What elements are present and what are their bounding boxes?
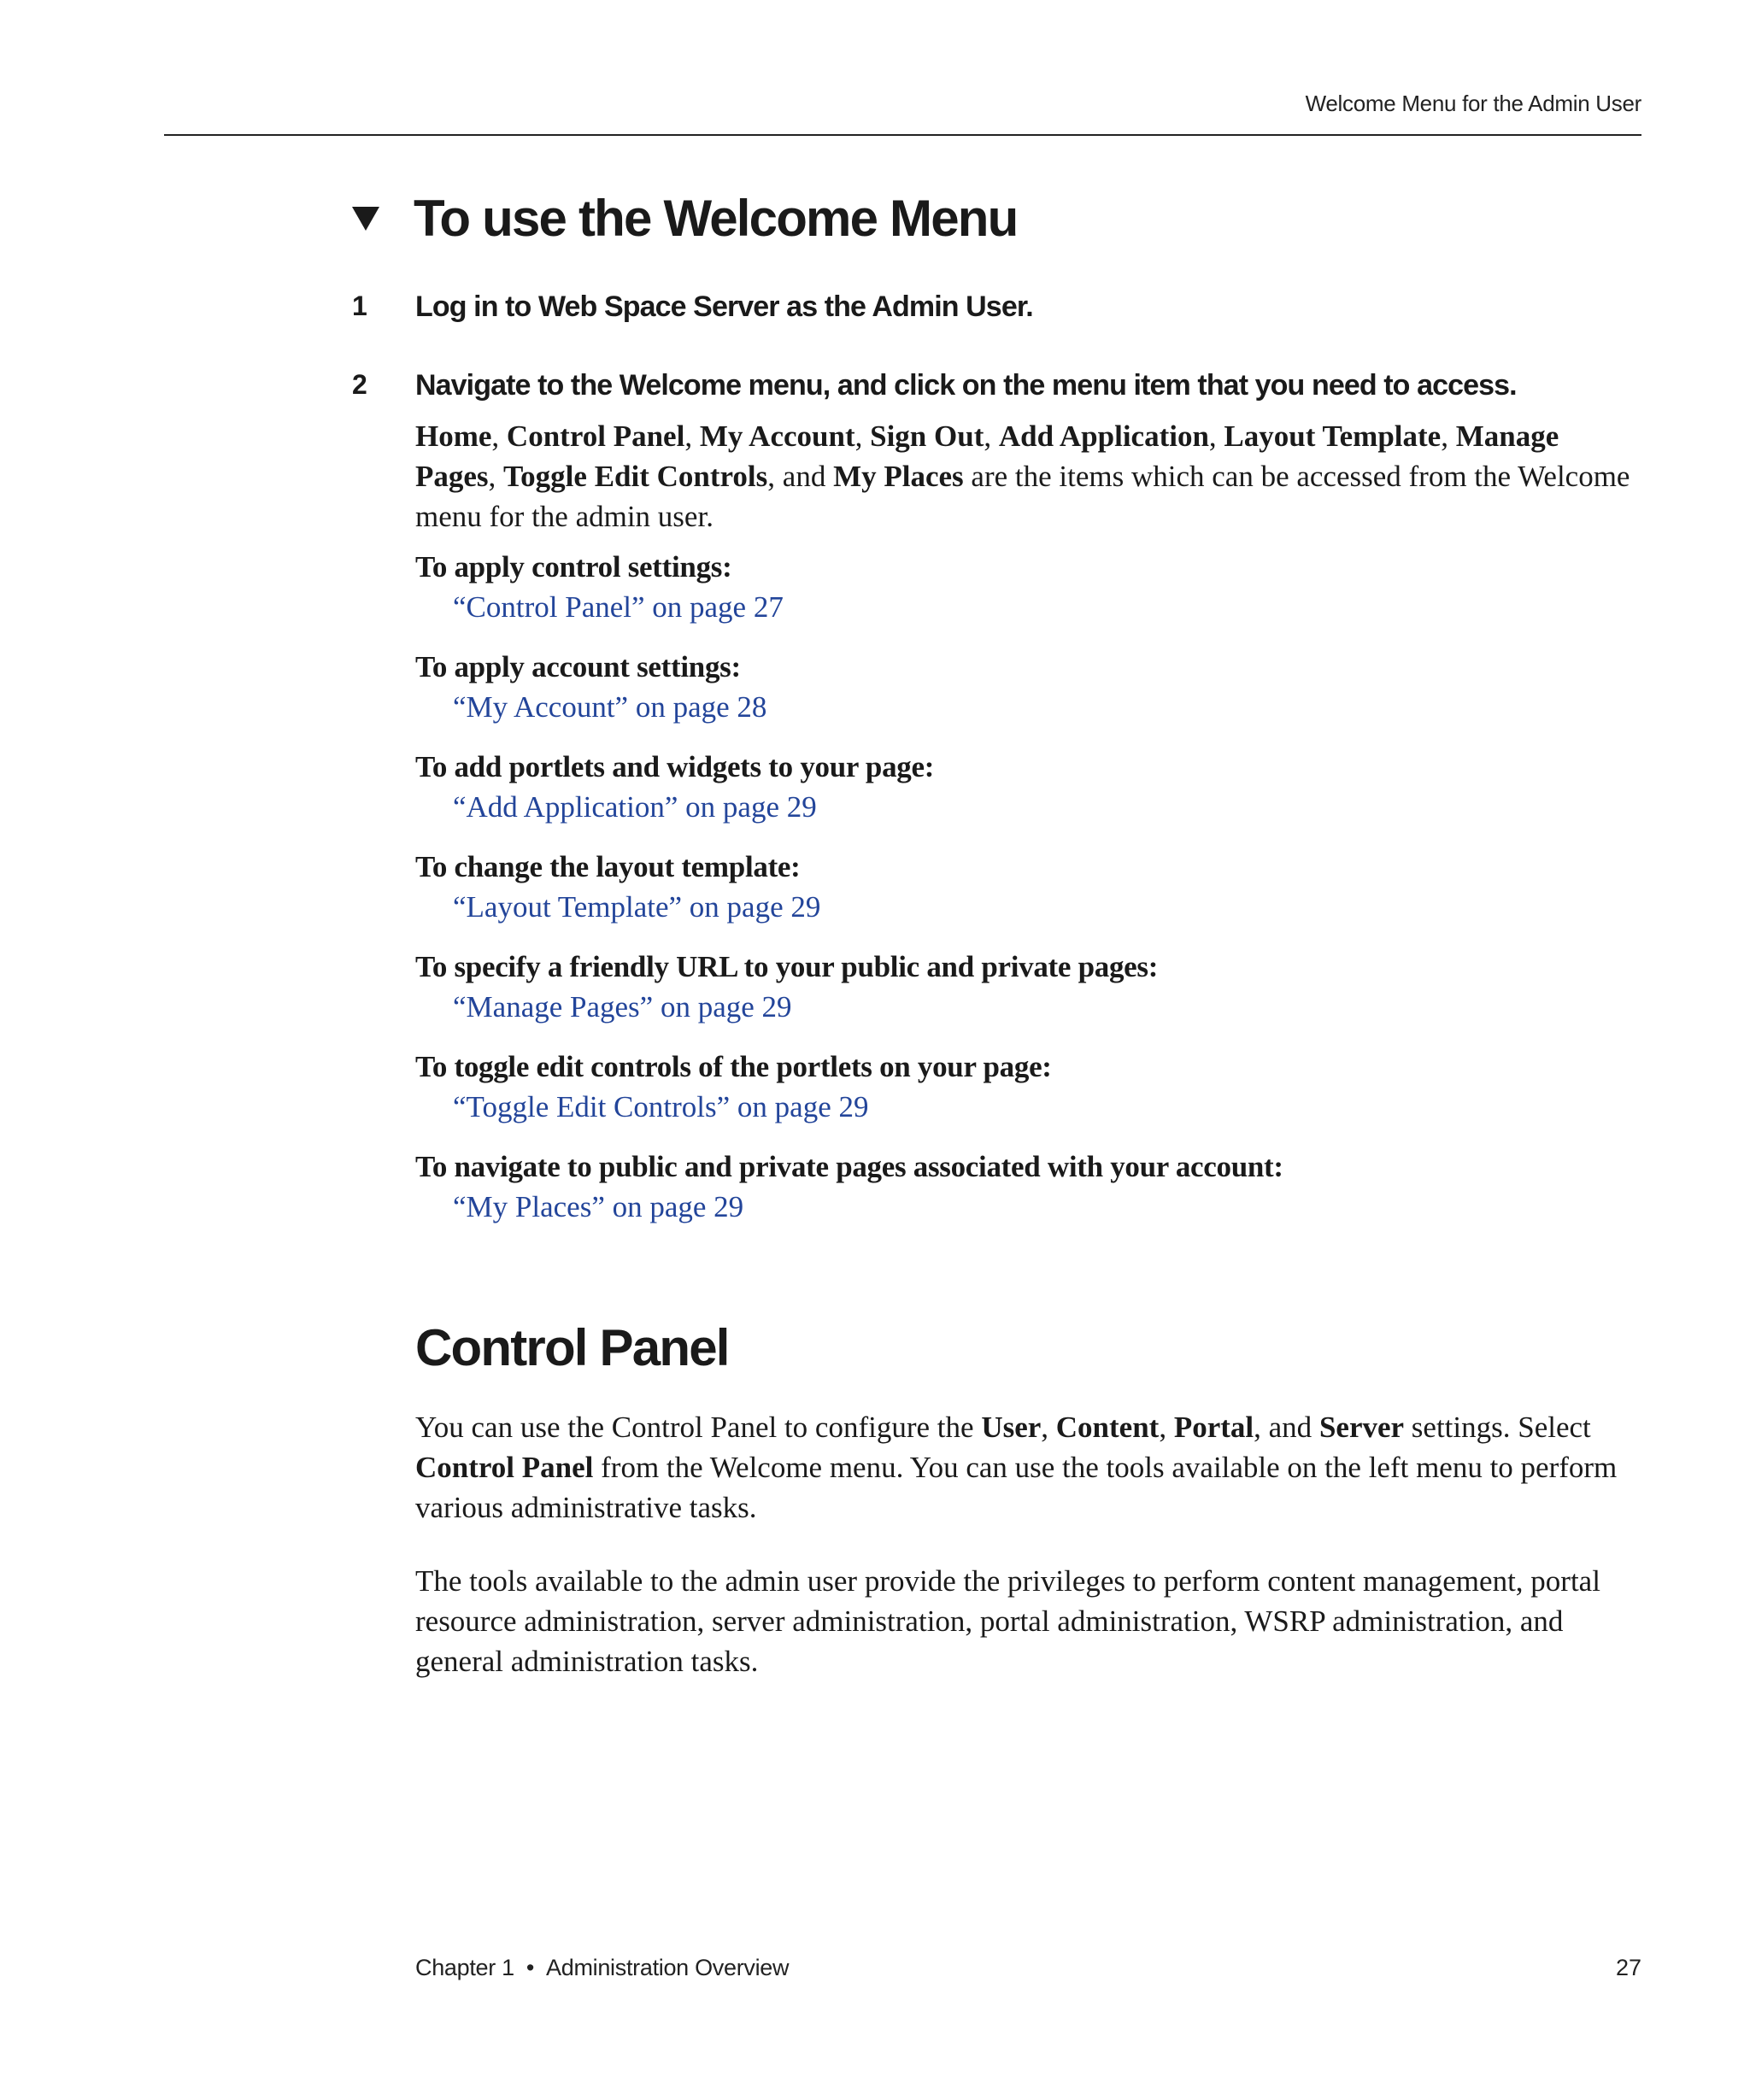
procedure-title: To use the Welcome Menu xyxy=(414,190,1018,247)
triangle-down-icon xyxy=(352,207,379,231)
xref-account-settings xyxy=(415,647,1612,727)
section-title: Control Panel xyxy=(415,1319,729,1376)
xref-label: To navigate to public and private pages associated with your account: xyxy=(415,1150,1283,1183)
term-sign-out: Sign Out xyxy=(870,419,984,453)
term-control-panel: Control Panel xyxy=(415,1451,594,1484)
xref-label: To specify a friendly URL to your public and private pages: xyxy=(415,950,1159,983)
term-user: User xyxy=(981,1411,1042,1444)
separator: , xyxy=(684,419,700,453)
menu-items-paragraph xyxy=(415,416,1642,537)
xref-toggle-edit-controls xyxy=(415,1047,1612,1127)
section-paragraph-1 xyxy=(415,1407,1642,1528)
xref-label: To add portlets and widgets to your page: xyxy=(415,750,935,783)
xref-my-places xyxy=(415,1147,1612,1227)
separator: , and xyxy=(767,460,834,493)
term-my-account: My Account xyxy=(699,419,855,453)
step-text: Navigate to the Welcome menu, and click on the menu item that you need to access. xyxy=(415,369,1517,402)
xref-link-control-panel[interactable]: “Control Panel” on page 27 xyxy=(453,590,784,624)
footer-chapter xyxy=(415,1955,789,1981)
xref-label: To apply account settings: xyxy=(415,650,741,683)
xref-link-my-places[interactable]: “My Places” on page 29 xyxy=(453,1190,744,1223)
term-server: Server xyxy=(1318,1411,1405,1444)
separator: , xyxy=(854,419,871,453)
xref-link-add-application[interactable]: “Add Application” on page 29 xyxy=(453,790,817,824)
text-run: You can use the Control Panel to configure the xyxy=(415,1411,982,1444)
text-run: , xyxy=(1041,1411,1056,1444)
paragraph-tail: are the items which can be accessed from the Welcome menu for the admin user. xyxy=(415,460,1630,533)
separator: , xyxy=(491,419,507,453)
xref-friendly-url xyxy=(415,947,1612,1027)
term-toggle-edit-controls: Toggle Edit Controls xyxy=(503,460,768,493)
step-number: 1 xyxy=(352,290,367,321)
footer-chapter-title: Administration Overview xyxy=(546,1955,790,1980)
header-rule xyxy=(164,134,1641,136)
procedure-heading xyxy=(352,188,1018,249)
term-my-places: My Places xyxy=(833,460,964,493)
text-run: settings. Select xyxy=(1404,1411,1591,1444)
step-number: 2 xyxy=(352,369,367,400)
xref-label: To apply control settings: xyxy=(415,550,732,584)
footer-bullet: • xyxy=(526,1955,535,1980)
xref-link-layout-template[interactable]: “Layout Template” on page 29 xyxy=(453,890,821,924)
xref-layout-template xyxy=(415,847,1612,927)
step-text: Log in to Web Space Server as the Admin User. xyxy=(415,290,1033,323)
term-home: Home xyxy=(415,419,492,453)
xref-control-settings xyxy=(415,547,1612,627)
xref-link-toggle-edit-controls[interactable]: “Toggle Edit Controls” on page 29 xyxy=(453,1090,869,1123)
page-number: 27 xyxy=(1615,1955,1641,1980)
separator: , xyxy=(1441,419,1456,453)
term-content: Content xyxy=(1055,1411,1160,1444)
xref-label: To change the layout template: xyxy=(415,850,801,883)
term-add-application: Add Application xyxy=(998,419,1209,453)
running-header: Welcome Menu for the Admin User xyxy=(1305,91,1641,116)
section-paragraph-2: The tools available to the admin user provide the privileges to perform content management, portal resource administration, server administration, portal administration, WSRP administration, and general administration tasks. xyxy=(415,1564,1600,1678)
term-layout-template: Layout Template xyxy=(1224,419,1442,453)
xref-label: To toggle edit controls of the portlets on your page: xyxy=(415,1050,1052,1083)
footer-chapter-number: Chapter 1 xyxy=(415,1955,514,1980)
xref-add-portlets xyxy=(415,747,1612,827)
term-manage-pages: Manage Pages xyxy=(415,419,1559,493)
text-run: from the Welcome menu. You can use the tools available on the left menu to perform various administrative tasks. xyxy=(415,1451,1618,1524)
term-portal: Portal xyxy=(1173,1411,1254,1444)
separator: , xyxy=(1208,419,1224,453)
separator: , xyxy=(984,419,999,453)
text-run: , xyxy=(1159,1411,1174,1444)
term-control-panel: Control Panel xyxy=(506,419,685,453)
separator: , xyxy=(488,460,504,493)
xref-link-my-account[interactable]: “My Account” on page 28 xyxy=(453,690,767,724)
xref-link-manage-pages[interactable]: “Manage Pages” on page 29 xyxy=(453,990,792,1024)
text-run: , and xyxy=(1254,1411,1319,1444)
